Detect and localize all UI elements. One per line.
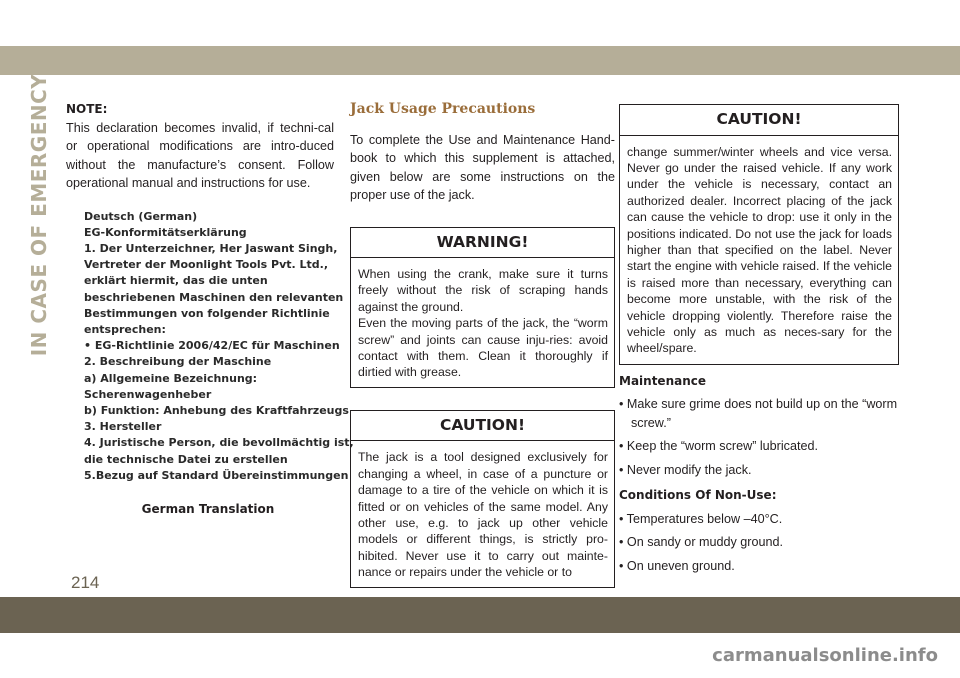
german-line: Scherenwagenheber xyxy=(84,387,212,401)
caution-box-continued xyxy=(619,104,899,365)
german-declaration xyxy=(84,209,354,484)
bottom-band xyxy=(0,597,960,633)
section-title: Jack Usage Precautions xyxy=(350,101,536,117)
german-line: die technische Datei zu erstellen xyxy=(84,452,288,466)
warning-text: When using the crank, make sure it turns freely without the risk of scraping hands against the ground. xyxy=(358,267,608,314)
list-item: • On uneven ground. xyxy=(619,558,735,573)
non-use-title: Conditions Of Non-Use: xyxy=(619,488,777,503)
german-line: EG-Konformitätserklärung xyxy=(84,225,247,239)
note-text: This declaration becomes invalid, if techni-cal or operational modifications are intro-duced without the manufacture’s consent. Follow operational manual and instructions for use. xyxy=(66,120,334,190)
warning-text: Even the moving parts of the jack, the “worm screw” and joints can cause inju-ries: avoid contact with them. Clean it thoroughly if dirtied with grease. xyxy=(358,316,608,380)
german-line: 5.Bezug auf Standard Übereinstimmungen xyxy=(84,468,349,482)
middle-column xyxy=(350,100,615,588)
list-item: • Keep the “worm screw” lubricated. xyxy=(619,439,818,454)
german-line: beschriebenen Maschinen den relevanten xyxy=(84,290,344,304)
german-line: 2. Beschreibung der Maschine xyxy=(84,355,272,369)
right-column xyxy=(619,104,899,575)
left-column xyxy=(66,100,354,518)
german-line: b) Funktion: Anhebung des Kraftfahrzeugs xyxy=(84,403,349,417)
section-side-tab: IN CASE OF EMERGENCY xyxy=(27,73,51,357)
note-title: NOTE: xyxy=(66,102,108,116)
page-number: 214 xyxy=(71,573,100,592)
german-line: Vertreter der Moonlight Tools Pvt. Ltd., xyxy=(84,258,329,272)
caution-text: change summer/winter wheels and vice versa. Never go under the raised vehicle. If any work under the vehicle is necessary, contact an authorized dealer. Incorrect placing of the jack can cause the vehicle to drop: use it only in the positions indicated. Do not use the jack for loads higher than that specified on the label. Never start the engine with vehicle raised. If the vehicle is raised more than necessary, everything can become more unstable, with the risk of the vehicle dropping violently. Therefore raise the vehicle only as much as neces-sary for the wheel/spare. xyxy=(627,144,892,356)
german-line: 4. Juristische Person, die bevollmächtig ist, xyxy=(84,436,354,450)
german-line: • EG-Richtlinie 2006/42/EC für Maschinen xyxy=(84,339,340,353)
german-line: 3. Hersteller xyxy=(84,420,162,434)
image-caption: German Translation xyxy=(141,501,275,516)
caution-box xyxy=(350,410,615,588)
list-item: • Make sure grime does not build up on the “worm screw.” xyxy=(619,397,898,430)
maintenance-title: Maintenance xyxy=(619,373,707,388)
caution-heading: CAUTION! xyxy=(620,105,898,136)
german-line: Deutsch (German) xyxy=(84,209,198,223)
caution-heading: CAUTION! xyxy=(351,411,614,442)
list-item: • Never modify the jack. xyxy=(619,462,752,477)
caution-text: The jack is a tool designed exclusively for changing a wheel, in case of a puncture or damage to a tire of the vehicle on which it is fitted or on vehicles of the same model. Any other use, e.g. to jack up other vehicle models or different things, is strictly pro-hibited. Never use it to carry out mainte-nance or repairs under the vehicle or to xyxy=(358,450,608,580)
intro-text: To complete the Use and Maintenance Hand-book to which this supplement is attached, given below are some instructions on the proper use of the jack. xyxy=(350,132,615,202)
list-item: • On sandy or muddy ground. xyxy=(619,535,784,550)
warning-heading: WARNING! xyxy=(351,228,614,259)
german-line: a) Allgemeine Bezeichnung: xyxy=(84,371,258,385)
german-line: Bestimmungen von folgender Richtlinie xyxy=(84,306,330,320)
list-item: • Temperatures below –40°C. xyxy=(619,511,783,526)
watermark: carmanualsonline.info xyxy=(712,645,938,666)
german-line: erklärt hiermit, das die unten xyxy=(84,274,268,288)
top-band xyxy=(0,46,960,75)
warning-box xyxy=(350,227,615,388)
german-line: 1. Der Unterzeichner, Her Jaswant Singh, xyxy=(84,241,338,255)
german-line: entsprechen: xyxy=(84,322,166,336)
